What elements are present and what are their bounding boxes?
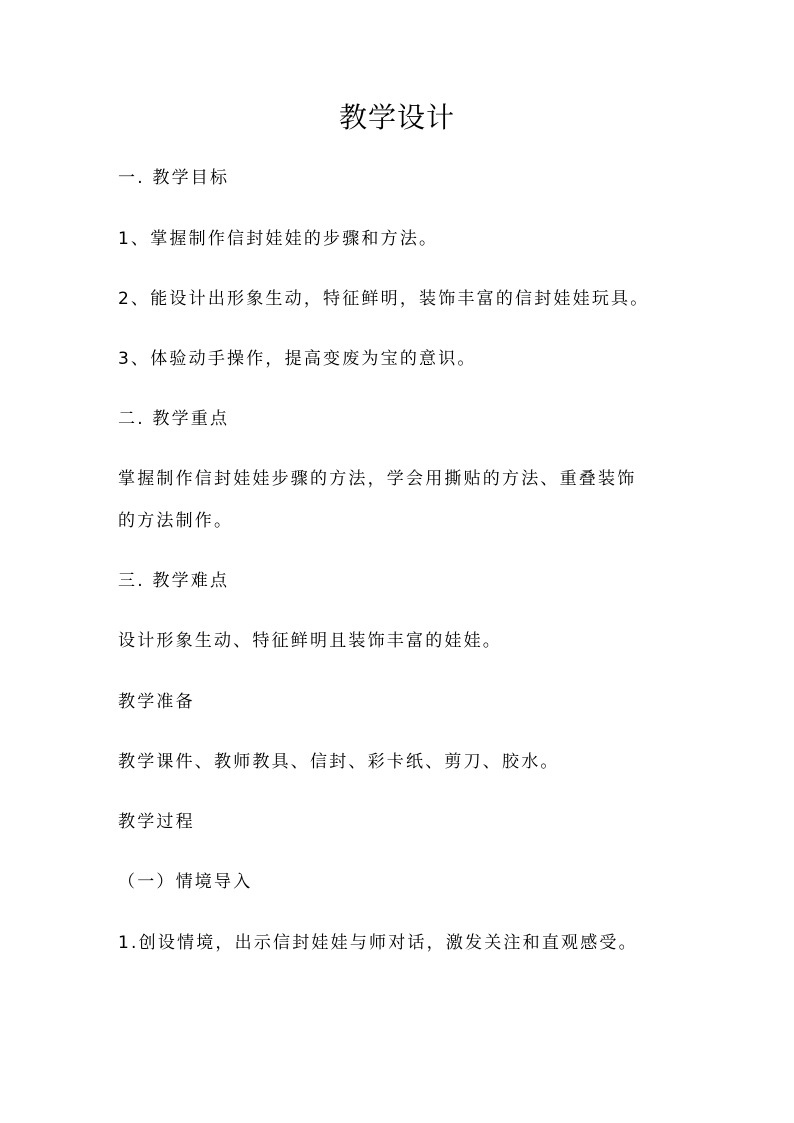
objective-1: 1、掌握制作信封娃娃的步骤和方法。	[118, 229, 439, 249]
preparation-text: 教学课件、教师教具、信封、彩卡纸、剪刀、胶水。	[118, 752, 560, 772]
page-title: 教学设计	[338, 101, 455, 134]
section-heading-preparation: 教学准备	[118, 692, 195, 712]
section-heading-difficulties: 三. 教学难点	[118, 571, 230, 591]
section-heading-key-points: 二. 教学重点	[118, 409, 230, 429]
objective-3: 3、体验动手操作，提高变废为宝的意识。	[118, 349, 477, 369]
key-points-line-2: 的方法制作。	[118, 511, 234, 531]
key-points-line-1: 掌握制作信封娃娃步骤的方法，学会用撕贴的方法、重叠装饰	[118, 469, 637, 489]
process-subheading-intro: （一）情境导入	[118, 872, 253, 892]
objective-2: 2、能设计出形象生动，特征鲜明，装饰丰富的信封娃娃玩具。	[118, 289, 650, 309]
difficulties-text: 设计形象生动、特征鲜明且装饰丰富的娃娃。	[118, 631, 502, 651]
section-heading-process: 教学过程	[118, 812, 195, 832]
section-heading-objectives: 一. 教学目标	[118, 168, 230, 188]
process-step-1: 1.创设情境，出示信封娃娃与师对话，激发关注和直观感受。	[118, 933, 638, 953]
